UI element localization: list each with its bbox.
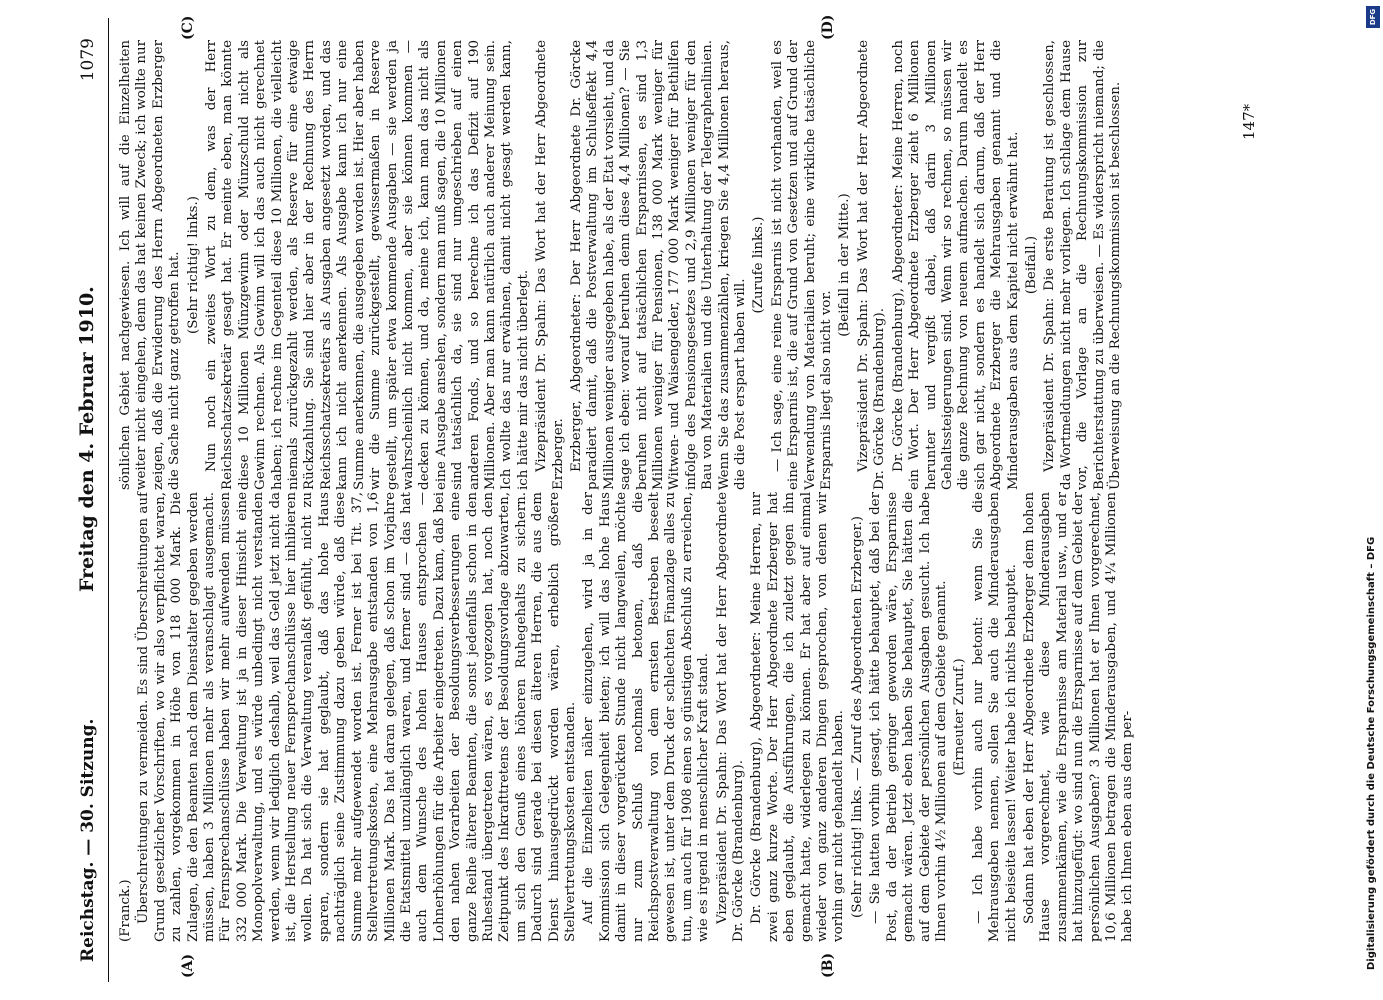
right-column (118, 40, 1126, 490)
paragraph: Vizepräsident Dr. Spahn: Das Wort hat der Herr Abgeordnete Erzberger. (534, 40, 566, 490)
page-header (68, 18, 109, 982)
funding-note-text: Digitalisierung gefördert durch die Deutsche Forschungsgemeinschaft – DFG (1366, 536, 1377, 970)
paragraph: Erzberger, Abgeordneter: Der Herr Abgeordnete Dr. Görcke paradiert damit, daß die Postverwaltung im Schlußeffekt 4,4 Millionen weniger ausgegeben habe, als der Etat vorsieht, und da sage ich eben: worauf beruhen denn diese 4,4 Millionen? — Sie beruhen nicht auf tatsächlichen Ersparnissen, es sind 1,3 Millionen weniger für Pensionen, 138 000 Mark weniger für Witwen- und Waisengelder, 177 000 Mark weniger für Bethilfen infolge des Pensionsgesetzes und 2,9 Millionen weniger für den Bau von Materialien und die Unterhaltung der Telegraphenlinien. Wenn Sie das zusammenzählen, kriegen Sie 4,4 Millionen heraus, die die Post erspart haben will. (568, 40, 749, 490)
paragraph: Vizepräsident Dr. Spahn: Das Wort hat der Herr Abgeordnete Dr. Görcke (Brandenburg). (714, 492, 747, 942)
interjection: (Zurufe links.) (751, 216, 767, 314)
paragraph: Überschreitungen zu vermeiden. Es sind Überschreitungen auf Grund gesetzlicher Vorschriften, wo wir also verpflichtet waren, zu zahlen, vorgekommen in Höhe von 118 000 Mark. Die Zulagen, die den Beamten nach dem Dienstalter gegeben werden müssen, haben 3 Millionen mehr als veranschlagt ausgemacht. Für Fernsprechanschlüsse haben wir mehr aufwenden müssen 332 000 Mark. Die Verwaltung ist ja in dieser Hinsicht eine Monopolverwaltung, und es würde unbedingt nicht verstanden werden, wenn wir lediglich deshalb, weil das Geld jetzt nicht da ist, die Herstellung neuer Fernsprechanschlüsse hier inhibieren wollen. Da hat sich die Verwaltung veranlaßt gefühlt, nicht zu sparen, sondern sie hat geglaubt, daß das hohe Haus nachträglich seine Zustimmung dazu geben würde, daß diese Summe mehr aufgewendet worden ist. Ferner ist bei Tit. 37, Stellvertretungskosten, eine Mehrausgabe entstanden von 1,6 Millionen Mark. Das hat daran gelegen, daß schon im Vorjahre die Etatsmittel unzulänglich waren, und ferner sind — das hat auch dem Wunsche des hohen Hauses entsprochen — Lohnerhöhungen für die Arbeiter eingetreten. Dazu kam, daß bei den nahen Vorarbeiten der Besoldungsverbesserungen eine ganze Reihe älterer Beamten, die sonst jedenfalls schon in den Ruhestand übergetreten wären, es vorgezogen hat, noch den Zeitpunkt des Inkrafttretens der Besoldungsvorlage abzuwarten, um sich den Genuß eines höheren Ruhegehalts zu sichern. Dadurch sind gerade bei diesen älteren Herren, die aus dem Dienst hinausgedrückt worden wären, erheblich größere Stellvertretungskosten entstanden. (136, 492, 578, 942)
signature-mark: 147* (1240, 103, 1258, 140)
interjection: (Beifall in der Mitte.) (837, 193, 853, 337)
margin-marker-c: (C) (180, 15, 196, 40)
funding-note (1364, 30, 1380, 970)
paragraph: Dr. Görcke (Brandenburg), Abgeordneter: Meine Herren, noch ein Wort. Der Herr Abgeordnete Erzberger zieht 6 Millionen herunter und vergißt dabei, daß darin 3 Millionen Gehaltssteigerungen sind. Wenn wir so rechnen, so müssen wir die ganze Rechnung von neuem aufmachen. Darum handelt es sich gar nicht, sondern es handelt sich darum, daß der Herr Abgeordnete Erzberger die Mehrausgaben genannt und die Minderausgaben aus dem Kapitel nicht erwähnt hat. (890, 40, 1021, 490)
header-page-number: 1079 (78, 38, 98, 82)
margin-marker-a: (A) (180, 953, 196, 978)
interjection: (Beifall.) (1023, 235, 1039, 295)
left-column (118, 492, 1139, 942)
header-session: Reichstag. — 30. Sitzung. (78, 718, 98, 962)
scanned-page (60, 0, 1316, 1000)
interjection: (Erneuter Zuruf.) (952, 658, 968, 776)
paragraph: Auf die Einzelheiten näher einzugehen, wird ja in der Kommission sich Gelegenheit bieten; ich will das hohe Haus damit in dieser vorgerückten Stunde nicht langweilen, möchte nur zum Schluß nochmals betonen, daß die Reichspostverwaltung von dem ernsten Bestreben beseelt gewesen ist, unter dem Druck der schlechten Finanzlage alles zu tun, um auch für 1908 einen so günstigen Abschluß zu erreichen, wie es irgend in menschlicher Kraft stand. (581, 492, 712, 942)
paragraph: — Sie hatten vorhin gesagt, ich hätte behauptet, daß bei der Post, da der Betrieb geringer geworden wäre, Ersparnisse gemacht wären. Jetzt eben haben Sie behauptet, Sie hätten die auf dem Gebiete der persönlichen Ausgaben gesucht. Ich habe Ihnen vorhin 4½ Millionen auf dem Gebiete genannt. (868, 492, 949, 942)
interjection: (Sehr richtig! links.) (185, 196, 201, 334)
paragraph: Sodann hat eben der Herr Abgeordnete Erzberger dem hohen Hause vorgerechnet, wie diese Minderausgaben zusammenkämen, wie die Ersparnisse am Material usw., und er hat hinzugefügt: wo sind nun die Ersparnisse auf dem Gebiet der persönlichen Ausgaben? 3 Millionen hat er Ihnen vorgerechnet, 10,6 Millionen betragen die Minderausgaben, und 4¼ Millionen habe ich Ihnen eben aus dem per- (1021, 492, 1136, 942)
speaker-continuation: (Franck.) (118, 879, 133, 942)
margin-marker-d: (D) (820, 14, 836, 40)
paragraph: Nun noch ein zweites Wort zu dem, was der Herr Reichsschatzsekretär gesagt hat. Er meinte eben, man könnte diese 10 Millionen Münzgewinn oder Münzschuld nicht als Gewinn rechnen. Als Gewinn will ich das auch nicht gerechnet haben; ich rechne im Gegenteil diese 10 Millionen, die vielleicht niemals zurückgezahlt werden, als Reserve für eine etwaige Rückzahlung. Sie sind hier aber in der Rechnung des Herrn Reichsschatzsekretärs als Ausgaben angesetzt worden, und das kann ich nicht anerkennen. Als Ausgabe kann ich nur eine Summe anerkennen, die ausgegeben worden ist. Hier aber haben wir die Summe zurückgestellt, gewissermaßen in Reserve gestellt, um später etwa kommende Ausgaben — sie werden ja wahrscheinlich nicht kommen, aber sie können kommen — decken zu können, und da, meine ich, kann man das nicht als eine Ausgabe ansehen, sondern man muß sagen, die 10 Millionen sind tatsächlich da, sie sind nur umgeschrieben auf einen anderen Fonds, und so berechne ich das Defizit auf 190 Millionen. Aber man kann natürlich auch anderer Meinung sein. Ich wollte das nur erwähnen, damit nicht gesagt werden kann, ich hätte mir das nicht überlegt. (204, 40, 531, 490)
paragraph: Dr. Görcke (Brandenburg), Abgeordneter: Meine Herren, nur zwei ganz kurze Worte. Der Herr Abgeordnete Erzberger hat eben geglaubt, die Ausführungen, die ich zuletzt gegen ihn gemacht hatte, widerlegen zu können. Er hat aber auf einmal wieder von ganz anderen Dingen gesprochen, von denen wir vorhin gar nicht gehandelt haben. (749, 492, 847, 942)
paragraph: Vizepräsident Dr. Spahn: Das Wort hat der Herr Abgeordnete Dr. Görcke (Brandenburg). (855, 40, 888, 490)
paragraph: — Ich sage, eine reine Ersparnis ist nicht vorhanden, weil es eine Ersparnis ist, die auf Grund von Gesetzen und auf Grund der Verwendung von Materialien beruht; eine wirkliche tatsächliche Ersparnis liegt also nicht vor. (769, 40, 835, 490)
paragraph: Vizepräsident Dr. Spahn: Die erste Beratung ist geschlossen, da Wortmeldungen nicht mehr vorliegen. Ich schlage dem Hause vor, die Vorlage an die Rechnungskommission zur Berichterstattung zu überweisen. — Es widerspricht niemand; die Überweisung an die Rechnungskommission ist beschlossen. (1042, 40, 1123, 490)
paragraph: sönlichen Gebiet nachgewiesen. Ich will auf die Einzelheiten weiter nicht eingehen, denn das hat keinen Zweck; ich wollte nur zeigen, daß die Erwiderung des Herrn Abgeordneten Erzberger die Sache nicht ganz getroffen hat. (118, 40, 183, 490)
margin-marker-b: (B) (820, 952, 836, 978)
dfg-logo: DFG (1366, 6, 1380, 28)
interjection: (Sehr richtig! links. — Zuruf des Abgeordneten Erzberger.) (849, 516, 865, 918)
paragraph: — Ich habe vorhin auch nur betont: wenn Sie die Mehrausgaben nennen, sollen Sie auch die Minderausgaben nicht beiseite lassen! Weiter habe ich nichts behauptet. (970, 492, 1019, 942)
rotated-page-content (60, 0, 1316, 1000)
header-date: Freitag den 4. Februar 1910. (76, 286, 98, 592)
